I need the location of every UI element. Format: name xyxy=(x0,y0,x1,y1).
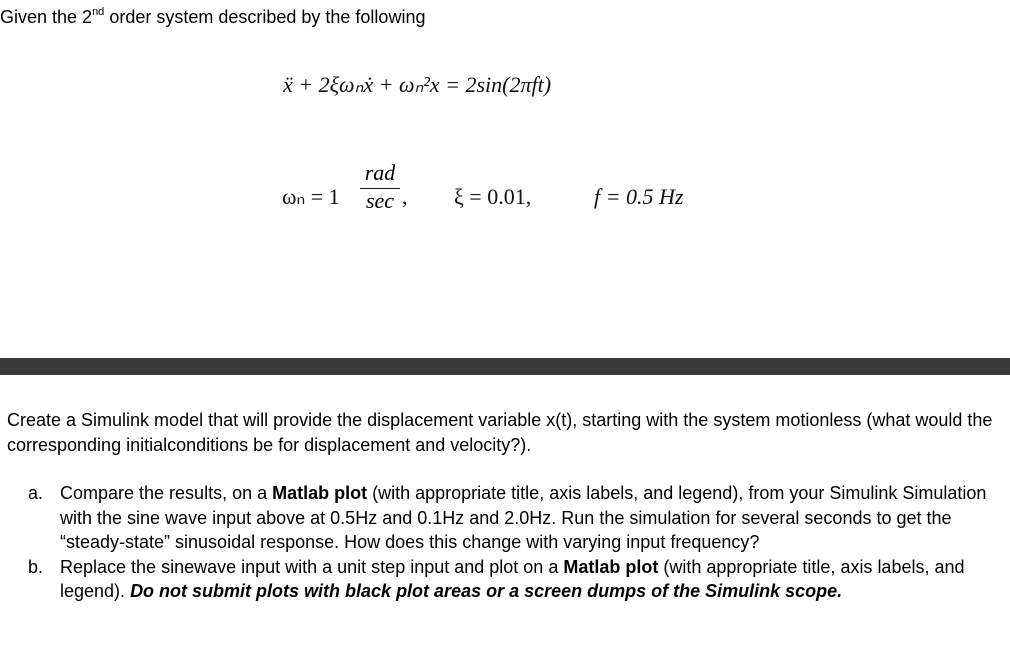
list-item-text xyxy=(60,481,988,555)
parameter-row xyxy=(0,160,1010,230)
list-item xyxy=(28,481,988,555)
damping-ratio: ξ = 0.01, xyxy=(454,184,532,209)
page-heading xyxy=(0,2,425,28)
heading-prefix: Given the 2 xyxy=(0,7,93,27)
differential-equation: ẍ + 2ξωₙẋ + ωₙ²x = 2sin(2πft) xyxy=(283,72,552,97)
list-item-text xyxy=(60,555,988,604)
item-bold-text: Matlab plot xyxy=(563,556,659,577)
section-divider xyxy=(0,358,1010,375)
task-list xyxy=(28,481,988,604)
item-text-part: Compare the results, on a xyxy=(60,483,273,503)
rad-per-sec-fraction xyxy=(356,160,404,215)
heading-superscript: nd xyxy=(92,6,105,18)
fraction-denominator: sec xyxy=(365,188,395,213)
heading-suffix: order system described by the following xyxy=(104,7,426,27)
fraction-numerator: rad xyxy=(364,160,396,185)
input-frequency: f = 0.5 Hz xyxy=(594,184,684,209)
list-marker: a. xyxy=(28,483,44,503)
list-item xyxy=(28,555,988,604)
natural-frequency-lhs: ωₙ = 1 xyxy=(282,184,340,209)
list-marker: b. xyxy=(28,556,44,577)
item-text-part: Replace the sinewave input with a unit step input and plot on a xyxy=(60,556,564,577)
param-comma: , xyxy=(402,184,408,209)
item-bold-italic-warning: Do not submit plots with black plot areas or a screen dumps of the Simulink scope. xyxy=(130,581,843,601)
item-bold-text: Matlab plot xyxy=(272,483,368,503)
item-text-part: (with appropriate title, axis labels, and legend). xyxy=(60,556,965,601)
item-text-part: (with appropriate title, axis labels, and legend), from your Simulink Simulation with the sine wave input above at 0.5Hz and 0.1Hz and 2.0Hz. Run the simulation for several seconds to get the “steady-state” sinusoidal response. How does this change with varying input frequency? xyxy=(60,483,987,552)
instructions-paragraph: Create a Simulink model that will provide the displacement variable x(t), starting with the system motionless (what would the corresponding initialconditions be for displacement and velocity?). xyxy=(7,410,993,455)
